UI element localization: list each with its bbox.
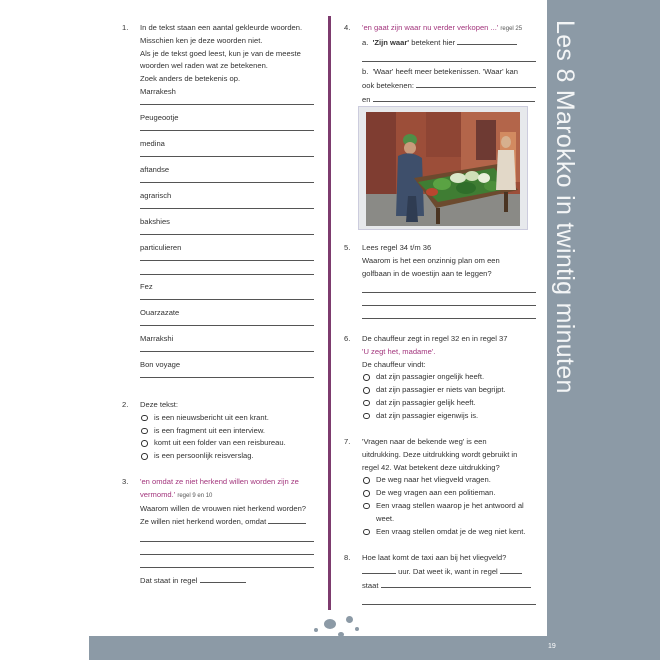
intro-line: Als je de tekst goed leest, kun je van de meeste bbox=[140, 48, 301, 58]
answer-option[interactable]: dat zijn passagier gelijk heeft. bbox=[362, 397, 536, 410]
answer-line[interactable] bbox=[140, 320, 314, 326]
answer-option[interactable]: De weg vragen aan een politieman. bbox=[362, 487, 536, 500]
question-number: 3. bbox=[122, 477, 129, 486]
answer-line[interactable] bbox=[140, 203, 314, 209]
term-label: agrarisch bbox=[140, 191, 172, 200]
answer-option[interactable]: komt uit een folder van een reisbureau. bbox=[140, 437, 314, 450]
radio-circle-icon[interactable] bbox=[141, 453, 148, 460]
answer-text: uur. Dat weet ik, want in regel bbox=[398, 566, 498, 576]
term-item bbox=[140, 112, 314, 138]
radio-circle-icon[interactable] bbox=[363, 387, 370, 394]
answer-option[interactable]: is een persoonlijk reisverslag. bbox=[140, 450, 314, 463]
bottom-band bbox=[89, 636, 660, 660]
term-label: aftandse bbox=[140, 165, 170, 174]
term-label: medina bbox=[140, 139, 165, 148]
answer-line[interactable] bbox=[268, 515, 306, 524]
answer-line[interactable] bbox=[140, 529, 314, 542]
term-item bbox=[140, 359, 314, 385]
question-text: Hoe laat komt de taxi aan bij het vliegveld? bbox=[362, 553, 507, 562]
answer-option[interactable]: De weg naar het vliegveld vragen. bbox=[362, 474, 536, 487]
question-body bbox=[362, 552, 536, 605]
part-b-label: b. bbox=[362, 67, 369, 77]
term-label: Peugeootje bbox=[140, 113, 179, 122]
term-label: particulieren bbox=[140, 243, 182, 252]
answer-line[interactable] bbox=[140, 294, 314, 300]
market-stall-photo bbox=[366, 112, 520, 226]
term-item bbox=[140, 216, 314, 242]
question-number: 5. bbox=[344, 243, 351, 252]
term-item bbox=[140, 138, 314, 164]
term-item bbox=[140, 190, 314, 216]
question-number: 6. bbox=[344, 334, 351, 343]
paint-splat bbox=[355, 627, 359, 631]
term-label: Marrakshi bbox=[140, 334, 174, 343]
term-label: Marrakesh bbox=[140, 87, 176, 96]
answer-start: Ze willen niet herkend worden, omdat bbox=[140, 517, 267, 527]
question-body bbox=[362, 436, 536, 538]
intro-line: In de tekst staan een aantal gekleurde woorden. bbox=[140, 23, 303, 32]
answer-line[interactable] bbox=[362, 280, 536, 293]
radio-circle-icon[interactable] bbox=[363, 413, 370, 420]
answer-option[interactable]: dat zijn passagier er niets van begrijpt. bbox=[362, 384, 536, 397]
answer-line[interactable] bbox=[362, 565, 396, 574]
answer-option[interactable]: is een nieuwsbericht uit een krant. bbox=[140, 412, 314, 425]
market-scene-image bbox=[366, 112, 520, 226]
question-text: 'Vragen naar de bekende weg' is een bbox=[362, 437, 487, 446]
quote-cont: vermomd.' bbox=[140, 489, 176, 499]
term-list bbox=[140, 86, 314, 385]
answer-line[interactable] bbox=[381, 579, 531, 588]
outer-margin bbox=[0, 0, 89, 660]
question-number: 2. bbox=[122, 400, 129, 409]
line-reference: regel 9 en 10 bbox=[177, 492, 213, 499]
radio-circle-icon[interactable] bbox=[141, 440, 148, 447]
question-body bbox=[362, 333, 536, 423]
radio-circle-icon[interactable] bbox=[363, 400, 370, 407]
question-body bbox=[362, 242, 536, 319]
question-text: De chauffeur zegt in regel 32 en in regel 37 bbox=[362, 334, 508, 343]
question-text: Waarom is het een onzinnig plan om een bbox=[362, 255, 500, 265]
answer-line[interactable] bbox=[140, 542, 314, 555]
radio-circle-icon[interactable] bbox=[363, 490, 370, 497]
answer-line[interactable] bbox=[140, 261, 314, 275]
intro-line: woorden wel raden wat ze betekenen. bbox=[140, 61, 268, 71]
answer-line[interactable] bbox=[500, 565, 522, 574]
answer-option[interactable]: dat zijn passagier ongelijk heeft. bbox=[362, 371, 536, 384]
answer-line[interactable] bbox=[416, 79, 536, 88]
answer-line[interactable] bbox=[362, 592, 536, 605]
answer-line[interactable] bbox=[140, 229, 314, 235]
market-photo-frame bbox=[358, 106, 528, 230]
question-text: Lees regel 34 t/m 36 bbox=[362, 243, 432, 252]
part-a-label: a. bbox=[362, 37, 369, 47]
question-number: 7. bbox=[344, 437, 351, 446]
answer-option[interactable]: is een fragment uit een interview. bbox=[140, 425, 314, 438]
radio-circle-icon[interactable] bbox=[141, 415, 148, 422]
paint-splat bbox=[324, 619, 336, 629]
answer-line[interactable] bbox=[140, 151, 314, 157]
term-label: bakshies bbox=[140, 217, 170, 226]
question-body bbox=[140, 476, 314, 587]
line-reference: regel 25 bbox=[500, 26, 523, 32]
part-b-text: 'Waar' heeft meer betekenissen. 'Waar' kan bbox=[372, 67, 518, 77]
term-label: Bon voyage bbox=[140, 360, 181, 369]
answer-option-cont: weet. bbox=[376, 513, 395, 523]
question-body bbox=[140, 22, 314, 86]
radio-circle-icon[interactable] bbox=[363, 374, 370, 381]
term-item bbox=[140, 242, 314, 281]
intro-line: Zoek anders de betekenis op. bbox=[140, 74, 241, 84]
answer-text: staat bbox=[362, 580, 379, 590]
question-number: 1. bbox=[122, 23, 129, 32]
term-label: Ouarzazate bbox=[140, 308, 180, 317]
quote: 'U zegt het, madame'. bbox=[362, 346, 436, 356]
quote: 'en gaat zijn waar nu verder verkopen ...' bbox=[362, 23, 499, 32]
page-number: 19 bbox=[548, 643, 556, 650]
answer-line[interactable] bbox=[200, 574, 246, 583]
chapter-title: Les 8 Marokko in twintig minuten bbox=[551, 20, 579, 394]
key-phrase: 'Zijn waar' bbox=[372, 37, 410, 47]
answer-line[interactable] bbox=[373, 93, 535, 102]
term-item bbox=[140, 307, 314, 333]
term-label: Fez bbox=[140, 282, 153, 291]
question-text: golfbaan in de woestijn aan te leggen? bbox=[362, 268, 492, 278]
answer-line[interactable] bbox=[362, 293, 536, 306]
question-prompt: Deze tekst: bbox=[140, 400, 178, 409]
radio-circle-icon[interactable] bbox=[363, 529, 370, 536]
intro-line: Misschien ken je deze woorden niet. bbox=[140, 35, 263, 45]
answer-line[interactable] bbox=[140, 372, 314, 378]
answer-line[interactable] bbox=[140, 555, 314, 568]
answer-line[interactable] bbox=[140, 99, 314, 105]
answer-line[interactable] bbox=[362, 306, 536, 319]
part-b-text: ook betekenen: bbox=[362, 81, 414, 91]
answer-line[interactable] bbox=[140, 125, 314, 131]
paint-splat bbox=[338, 632, 344, 637]
answer-option[interactable]: Een vraag stellen omdat je de weg niet kent. bbox=[362, 526, 536, 539]
radio-circle-icon[interactable] bbox=[363, 477, 370, 484]
answer-line[interactable] bbox=[457, 36, 517, 45]
answer-option[interactable]: dat zijn passagier eigenwijs is. bbox=[362, 410, 536, 423]
question-text: uitdrukking. Deze uitdrukking wordt gebruikt in bbox=[362, 449, 518, 459]
question-body bbox=[362, 22, 536, 107]
term-item bbox=[140, 333, 314, 359]
question-text: Waarom willen de vrouwen niet herkend worden? bbox=[140, 503, 307, 513]
paint-splat bbox=[346, 616, 353, 623]
answer-line[interactable] bbox=[362, 50, 536, 63]
answer-option[interactable]: Een vraag stellen waarop je het antwoord al bbox=[362, 500, 536, 513]
term-item bbox=[140, 281, 314, 307]
radio-circle-icon[interactable] bbox=[363, 503, 370, 510]
question-number: 8. bbox=[344, 553, 351, 562]
term-item bbox=[140, 86, 314, 112]
term-item bbox=[140, 164, 314, 190]
answer-line[interactable] bbox=[140, 346, 314, 352]
source-line-label: Dat staat in regel bbox=[140, 575, 198, 585]
question-body bbox=[140, 399, 314, 463]
question-prompt: De chauffeur vindt: bbox=[362, 359, 426, 369]
column-divider bbox=[328, 16, 331, 610]
question-number: 4. bbox=[344, 23, 351, 32]
radio-circle-icon[interactable] bbox=[141, 428, 148, 435]
quote: 'en omdat ze niet herkend willen worden zijn ze bbox=[140, 477, 299, 486]
question-text: regel 42. Wat betekent deze uitdrukking? bbox=[362, 462, 500, 472]
answer-line[interactable] bbox=[140, 177, 314, 183]
part-a-text: betekent hier bbox=[411, 37, 456, 47]
part-b-and: en bbox=[362, 94, 371, 104]
paint-splat bbox=[314, 628, 318, 632]
